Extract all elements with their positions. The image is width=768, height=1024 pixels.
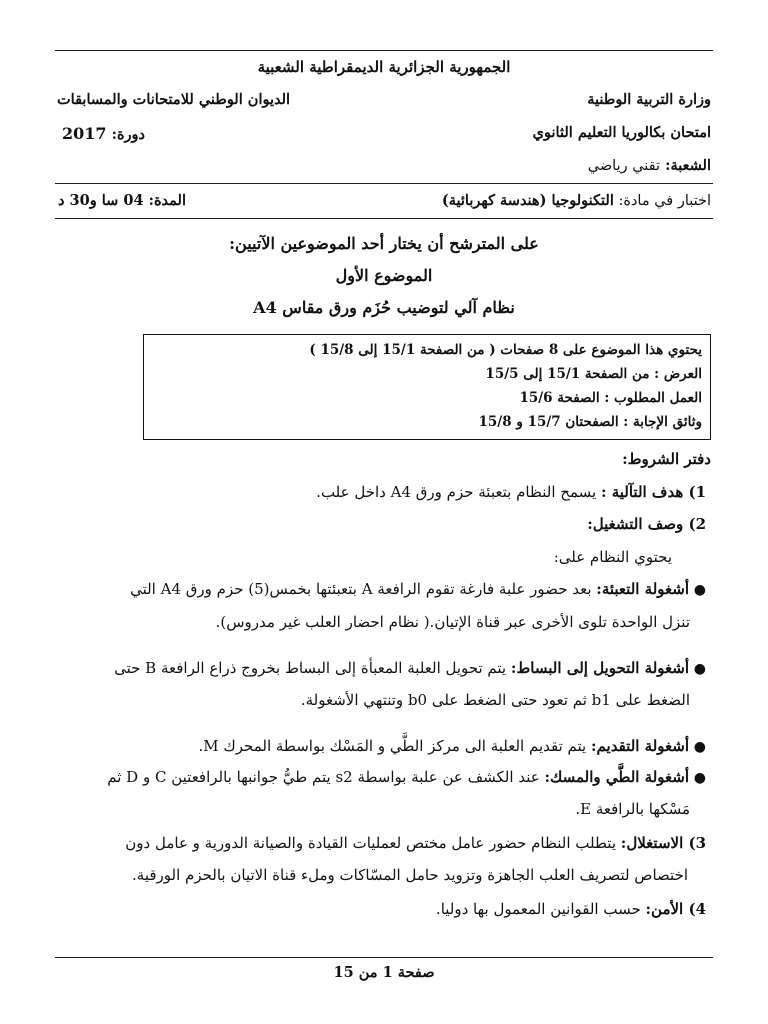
bullet-filling	[130, 580, 706, 598]
summary-line-pages: يحتوي هذا الموضوع على 8 صفحات ( من الصفحة 15/1 إلى 15/8 )	[309, 342, 702, 358]
session-year: 2017	[62, 124, 107, 143]
item3-line2: اختصاص لتصريف العلب الجاهزة وتزويد حامل المسّاكات وملء قناة الاتيان بالحزم الورقية.	[132, 866, 688, 884]
office-name: الديوان الوطني للامتحانات والمسابقات	[57, 91, 291, 108]
branch	[588, 157, 711, 174]
bullet-fold-label: أشغولة الطَّي والمسك:	[544, 768, 689, 786]
bullet-dot: ●	[693, 770, 706, 786]
summary-box	[143, 334, 711, 440]
item1-text: يسمح النظام بتعبئة حزم ورق A4 داخل علب.	[316, 483, 597, 501]
page-number: صفحة 1 من 15	[333, 964, 435, 981]
branch-value: تقني رياضي	[587, 158, 661, 174]
top-rule	[55, 50, 713, 51]
subject-value: التكنولوجيا (هندسة كهربائية)	[441, 192, 614, 209]
bullet-feed-label: أشغولة التقديم:	[591, 737, 689, 755]
topic-title: الموضوع الأول	[335, 266, 433, 285]
bullet-dot: ●	[693, 739, 706, 755]
session-label: دورة:	[111, 126, 146, 143]
exam-name: امتحان بكالوريا التعليم الثانوي	[532, 124, 711, 141]
bullet-fold-line2: مَسْكها بالرافعة E.	[575, 800, 690, 818]
item3	[125, 834, 706, 852]
bullet-transfer-text: يتم تحويل العلبة المعبأة إلى البساط بخروج ذراع الرافعة B حتى	[114, 659, 507, 677]
item1	[316, 483, 706, 501]
session	[62, 124, 145, 143]
item3-label: 3) الاستغلال:	[620, 834, 706, 852]
header-rule	[55, 183, 713, 184]
bullet-fold-text: عند الكشف عن علبة بواسطة s2 يتم طيُّ جوانبها بالرافعتين C و D ثم	[107, 768, 540, 786]
ministry-name: وزارة التربية الوطنية	[587, 91, 711, 108]
item2-title: 2) وصف التشغيل:	[587, 515, 706, 533]
system-title: نظام آلي لتوضيب حُزَم ورق مقاس A4	[253, 298, 515, 317]
bullet-filling-line2: تنزل الواحدة تلوى الأخرى عبر قناة الإتيان.( نظام احضار العلب غير مدروس).	[215, 613, 690, 631]
bullet-filling-label: أشغولة التعبئة:	[596, 580, 689, 598]
instruction: على المترشح أن يختار أحد الموضوعين الآتيين:	[229, 234, 539, 253]
bullet-transfer-line2: الضغط على b1 ثم تعود حتى الضغط على b0 وتنتهي الأشغولة.	[300, 691, 690, 709]
item1-label: 1) هدف التآلية :	[600, 483, 706, 501]
bullet-transfer-label: أشغولة التحويل إلى البساط:	[510, 659, 689, 677]
subject	[442, 192, 711, 209]
item4-label: 4) الأمن:	[645, 900, 706, 918]
item3-text: يتطلب النظام حضور عامل مختص لعمليات القيادة والصيانة الدورية و عامل دون	[125, 834, 617, 852]
bullet-fold	[107, 768, 706, 786]
footer-rule	[55, 957, 713, 958]
bullet-transfer	[114, 659, 706, 677]
item4-text: حسب القوانين المعمول بها دوليا.	[435, 900, 641, 918]
subject-label: اختبار في مادة:	[618, 193, 711, 209]
bullet-dot: ●	[693, 661, 706, 677]
summary-line-work: العمل المطلوب : الصفحة 15/6	[519, 390, 702, 406]
summary-line-answers: وثائق الإجابة : الصفحتان 15/7 و 15/8	[478, 414, 702, 430]
bullet-feed	[198, 737, 706, 755]
bullet-dot: ●	[693, 582, 706, 598]
section-title: دفتر الشروط:	[622, 450, 711, 468]
subject-rule	[55, 218, 713, 219]
item4	[436, 900, 706, 918]
summary-line-presentation: العرض : من الصفحة 15/1 إلى 15/5	[485, 366, 702, 382]
republic-title: الجمهورية الجزائرية الديمقراطية الشعبية	[257, 58, 511, 76]
duration: المدة: 04 سا و30 د	[58, 192, 187, 209]
branch-label: الشعبة:	[665, 157, 711, 174]
item2-intro: يحتوي النظام على:	[553, 548, 672, 566]
bullet-filling-text: بعد حضور علبة فارغة تقوم الرافعة A بتعبئتها بخمس(5) حزم ورق A4 التي	[130, 580, 592, 598]
bullet-feed-text: يتم تقديم العلبة الى مركز الطَّي و المَسْك بواسطة المحرك M.	[198, 737, 587, 755]
